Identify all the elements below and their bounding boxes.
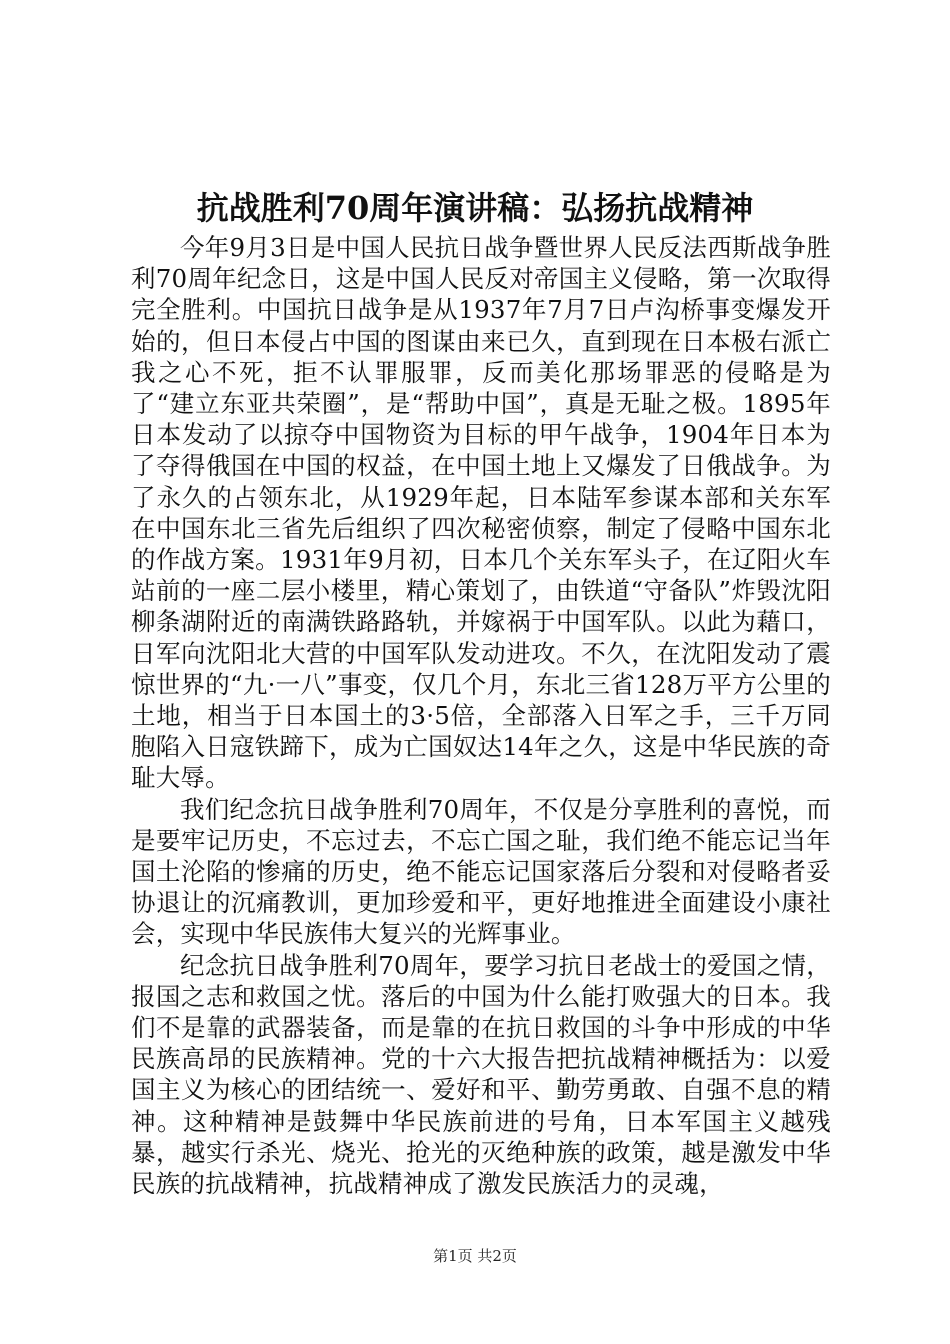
page-title: 抗战胜利70周年演讲稿：弘扬抗战精神 <box>196 189 754 227</box>
body-paragraph-3: 纪念抗日战争胜利70周年，要学习抗日老战士的爱国之情，报国之志和救国之忧。落后的中国为什么能打败强大的日本。我们不是靠的武器装备，而是靠的在抗日救国的斗争中形成的中华民族高昂的民族精神。党的十六大报告把抗战精神概括为：以爱国主义为核心的团结统一、爱好和平、勤劳勇敢、自强不息的精神。这种精神是鼓舞中华民族前进的号角，日本军国主义越残暴，越实行杀光、烧光、抢光的灭绝种族的政策，越是激发中华民族的抗战精神，抗战精神成了激发民族活力的灵魂， <box>131 950 831 1199</box>
body-paragraph-1: 今年9月3日是中国人民抗日战争暨世界人民反法西斯战争胜利70周年纪念日，这是中国人民反对帝国主义侵略，第一次取得完全胜利。中国抗日战争是从1937年7月7日卢沟桥事变爆发开始的，但日本侵占中国的图谋由来已久，直到现在日本极右派亡我之心不死，拒不认罪服罪，反而美化那场罪恶的侵略是为了“建立东亚共荣圈”，是“帮助中国”，真是无耻之极。1895年日本发动了以掠夺中国物资为目标的甲午战争，1904年日本为了夺得俄国在中国的权益，在中国土地上又爆发了日俄战争。为了永久的占领东北，从1929年起，日本陆军参谋本部和关东军在中国东北三省先后组织了四次秘密侦察，制定了侵略中国东北的作战方案。1931年9月初，日本几个关东军头子，在辽阳火车站前的一座二层小楼里，精心策划了，由铁道“守备队”炸毁沈阳柳条湖附近的南满铁路路轨，并嫁祸于中国军队。以此为藉口，日军向沈阳北大营的中国军队发动进攻。不久，在沈阳发动了震惊世界的“九·一八”事变，仅几个月，东北三省128万平方公里的土地，相当于日本国土的3·5倍，全部落入日军之手，三千万同胞陷入日寇铁蹄下，成为亡国奴达14年之久，这是中华民族的奇耻大辱。 <box>131 233 831 793</box>
document-body <box>131 232 831 1199</box>
body-paragraph-2: 我们纪念抗日战争胜利70周年，不仅是分享胜利的喜悦，而是要牢记历史，不忘过去，不忘亡国之耻，我们绝不能忘记当年国土沦陷的惨痛的历史，绝不能忘记国家落后分裂和对侵略者妥协退让的沉痛教训，更加珍爱和平，更好地推进全面建设小康社会，实现中华民族伟大复兴的光辉事业。 <box>131 794 831 949</box>
page-number-footer: 第1页 共2页 <box>433 1247 517 1265</box>
